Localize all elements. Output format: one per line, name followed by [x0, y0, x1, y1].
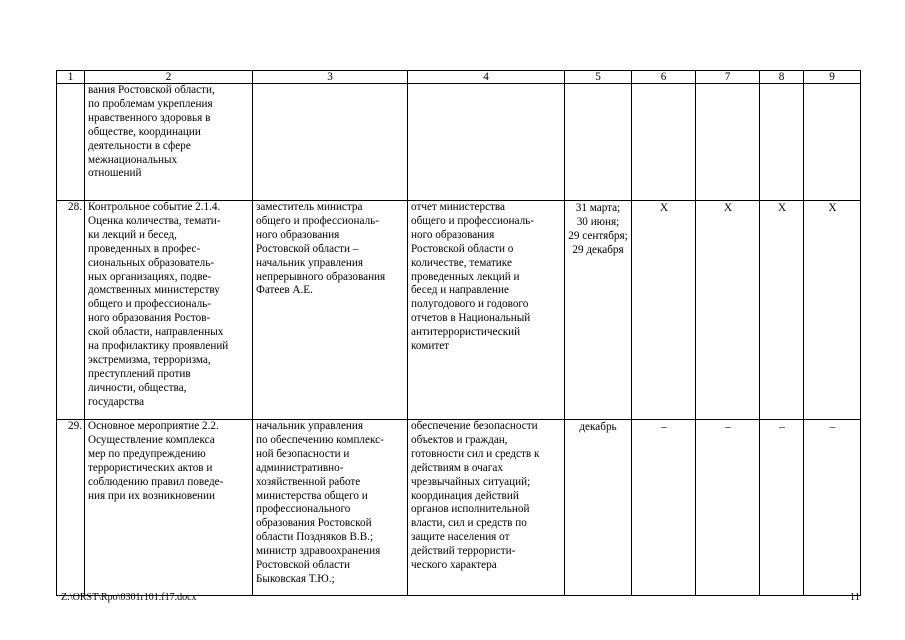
table-row — [57, 201, 861, 420]
responsible-cell — [253, 84, 408, 201]
mark-cell: Х — [632, 201, 696, 420]
header-cell: 1 — [57, 71, 85, 84]
date-cell: декабрь — [565, 420, 632, 596]
event-cell: вания Ростовской области, по проблемам укрепления нравственного здоровья в обществе, координации деятельности в сфере межнациональных отношений — [85, 84, 253, 201]
header-cell: 8 — [760, 71, 804, 84]
table-row — [57, 84, 861, 201]
header-cell: 5 — [565, 71, 632, 84]
responsible-cell: заместитель министра общего и профессиональ- ного образования Ростовской области – начальник управления непрерывного образования Фатеев А.Е. — [253, 201, 408, 420]
mark-cell: Х — [804, 201, 861, 420]
header-cell: 4 — [408, 71, 565, 84]
date-cell: 31 марта; 30 июня; 29 сентября; 29 декабря — [565, 201, 632, 420]
responsible-cell: начальник управления по обеспечению комплекс- ной безопасности и административно- хозяйственной работе министерства общего и профессионального образования Ростовской области Поздняков В.В.; министр здравоохранения Ростовской области Быковская Т.Ю.; — [253, 420, 408, 596]
mark-cell — [804, 84, 861, 201]
header-cell: 7 — [696, 71, 760, 84]
footer-file-path: Z:\ORST\Rpo\0301r101.f17.docx — [61, 592, 197, 603]
header-cell: 6 — [632, 71, 696, 84]
table-row — [57, 420, 861, 596]
result-cell: отчет министерства общего и профессиональ- ного образования Ростовской области о количестве, тематике проведенных лекций и бесед и направление полугодового и годового отчетов в Национальный антитеррористический комитет — [408, 201, 565, 420]
header-cell: 2 — [85, 71, 253, 84]
header-row — [57, 71, 861, 84]
date-cell — [565, 84, 632, 201]
page-number: 11 — [849, 592, 860, 603]
header-cell: 9 — [804, 71, 861, 84]
mark-cell: – — [632, 420, 696, 596]
mark-cell: Х — [760, 201, 804, 420]
mark-cell — [696, 84, 760, 201]
mark-cell — [632, 84, 696, 201]
row-number — [57, 84, 85, 201]
plan-table — [56, 70, 861, 596]
mark-cell: – — [696, 420, 760, 596]
mark-cell: Х — [696, 201, 760, 420]
row-number: 28. — [57, 201, 85, 420]
mark-cell: – — [760, 420, 804, 596]
mark-cell: – — [804, 420, 861, 596]
event-cell: Основное мероприятие 2.2. Осуществление комплекса мер по предупреждению террористических актов и соблюдению правил поведе- ния при их возникновении — [85, 420, 253, 596]
header-cell: 3 — [253, 71, 408, 84]
result-cell — [408, 84, 565, 201]
result-cell: обеспечение безопасности объектов и граждан, готовности сил и средств к действиям в очагах чрезвычайных ситуаций; координация действий органов исполнительной власти, сил и средств по защите населения от действий террористи- ческого характера — [408, 420, 565, 596]
row-number: 29. — [57, 420, 85, 596]
mark-cell — [760, 84, 804, 201]
event-cell: Контрольное событие 2.1.4. Оценка количества, темати- ки лекций и бесед, проведенных в профес- сиональных образователь- ных организациях, подве- домственных министерству общего и профессиональ- ного образования Ростов- ской области, направленных на профилактику проявлений экстремизма, терроризма, преступлений против личности, общества, государства — [85, 201, 253, 420]
